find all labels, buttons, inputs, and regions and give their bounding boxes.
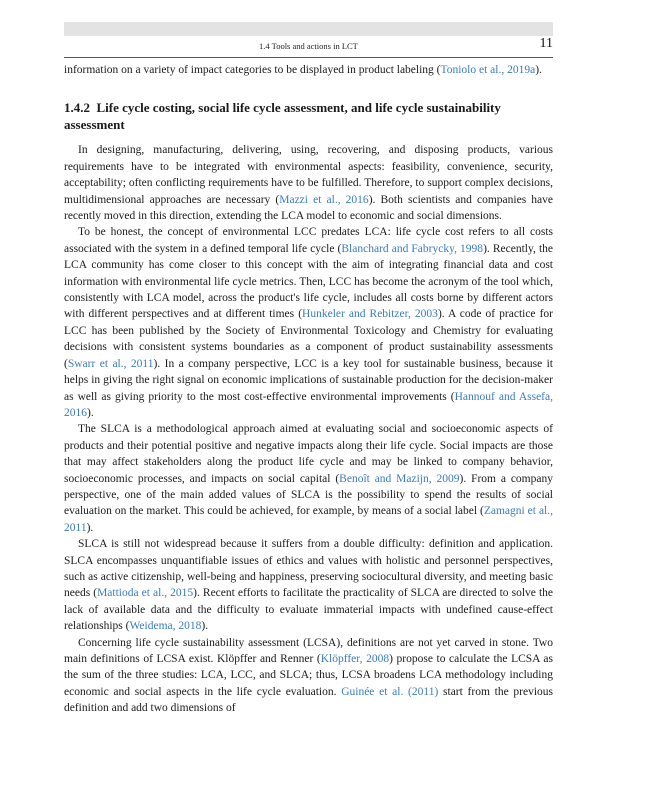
citation-link[interactable]: Blanchard and Fabrycky, 1998: [341, 242, 484, 255]
section-title: Life cycle costing, social life cycle assessment, and life cycle sustainability assessment: [64, 100, 501, 132]
paragraph-4: SLCA is still not widespread because it suffers from a double difficulty: definition and application. SLCA encompasses unquantifiable issues of ethics and values with holistic and personnel perspectives, such as active citizenship, well-being and happiness, preserving sociocultural diversity, and meeting basic needs (Mattioda et al., 2015). Recent efforts to facilitate the practicality of SLCA are directed to solve the lack of available data and the difficulty to evaluate immaterial impacts with undefined cause-effect relationships (Weidema, 2018).: [64, 538, 553, 633]
citation-link[interactable]: Klöpffer, 2008: [320, 653, 390, 665]
paragraph-5: Concerning life cycle sustainability assessment (LCSA), definitions are not yet carved in stone. Two main definitions of LCSA exist. Klöpffer and Renner (Klöpffer, 2008) propose to calculate the LCSA as the sum of the three studies: LCA, LCC, and SLCA; thus, LCSA broadens LCA methodology including economic and social aspects in the life cycle evaluation. Guinée et al. (2011) start from the previous definition and add two dimensions of: [64, 636, 553, 715]
section-number: 1.4.2: [64, 100, 90, 116]
citation-link[interactable]: Zamagni et al., 2011: [64, 505, 553, 534]
section-heading: [64, 100, 553, 133]
page-number: 11: [539, 36, 553, 51]
header-rule: [64, 57, 553, 58]
header-shading: [64, 22, 553, 36]
intro-paragraph: information on a variety of impact categories to be displayed in product labeling (Toniolo et al., 2019a).: [64, 64, 542, 76]
citation-link[interactable]: Weidema, 2018: [129, 620, 202, 633]
citation-link[interactable]: Mattioda et al., 2015: [97, 587, 194, 600]
paragraph-1: In designing, manufacturing, delivering, using, recovering, and disposing products, various requirements have to be integrated with environmental aspects: feasibility, convenience, security, acceptability; often conflicting requirements have to be fulfilled. Therefore, to support complex decisions, multidimensional approaches are necessary (Mazzi et al., 2016). Both scientists and companies have recently moved in this direction, extending the LCA model to economic and social dimensions.: [64, 144, 553, 223]
citation-link[interactable]: Hannouf and Assefa, 2016: [64, 390, 553, 419]
citation-link[interactable]: Toniolo et al., 2019a: [440, 64, 536, 76]
paragraph-2: To be honest, the concept of environmental LCC predates LCA: life cycle cost refers to all costs associated with the system in a defined temporal life cycle (Blanchard and Fabrycky, 1998). Recently, the LCA community has come closer to this concept with the aim of integrating financial data and cost information with environmental life cycle metrics. Then, LCC has become the acronym of the tool which, consistently with LCA model, across the product's life cycle, includes all costs borne by different actors with different perspectives and at different times (Hunkeler and Rebitzer, 2003). A code of practice for LCC has been published by the Society of Environmental Toxicology and Chemistry for evaluating decisions with consistent systems boundaries as a component of product sustainability assessments (Swarr et al., 2011). In a company perspective, LCC is a key tool for sustainable business, because it helps in giving the right signal on economic implications of sustainable production for the decision-maker as well as giving priority to the most cost-effective environmental improvements (Hannouf and Assefa, 2016).: [64, 226, 554, 419]
page-header: [64, 36, 553, 57]
citation-link[interactable]: Hunkeler and Rebitzer, 2003: [302, 308, 438, 321]
page-body: [64, 62, 553, 717]
citation-link[interactable]: Benoît and Mazijn, 2009: [339, 472, 460, 485]
citation-link[interactable]: Swarr et al., 2011: [67, 357, 154, 370]
citation-link[interactable]: Guinée et al. (2011): [341, 685, 439, 698]
running-head: 1.4 Tools and actions in LCT: [259, 41, 358, 51]
citation-link[interactable]: Mazzi et al., 2016: [279, 193, 369, 206]
paragraph-3: The SLCA is a methodological approach aimed at evaluating social and socioeconomic aspects of products and their potential positive and negative impacts along their life cycle. Social impacts are those that may affect stakeholders along the product life cycle and may be linked to company behavior, socioeconomic processes, and impacts on social capital (Benoît and Mazijn, 2009). From a company perspective, one of the main added values of SLCA is the possibility to spend the results of social evaluation on the market. This could be achieved, for example, by means of a social label (Zamagni et al., 2011).: [64, 423, 553, 534]
